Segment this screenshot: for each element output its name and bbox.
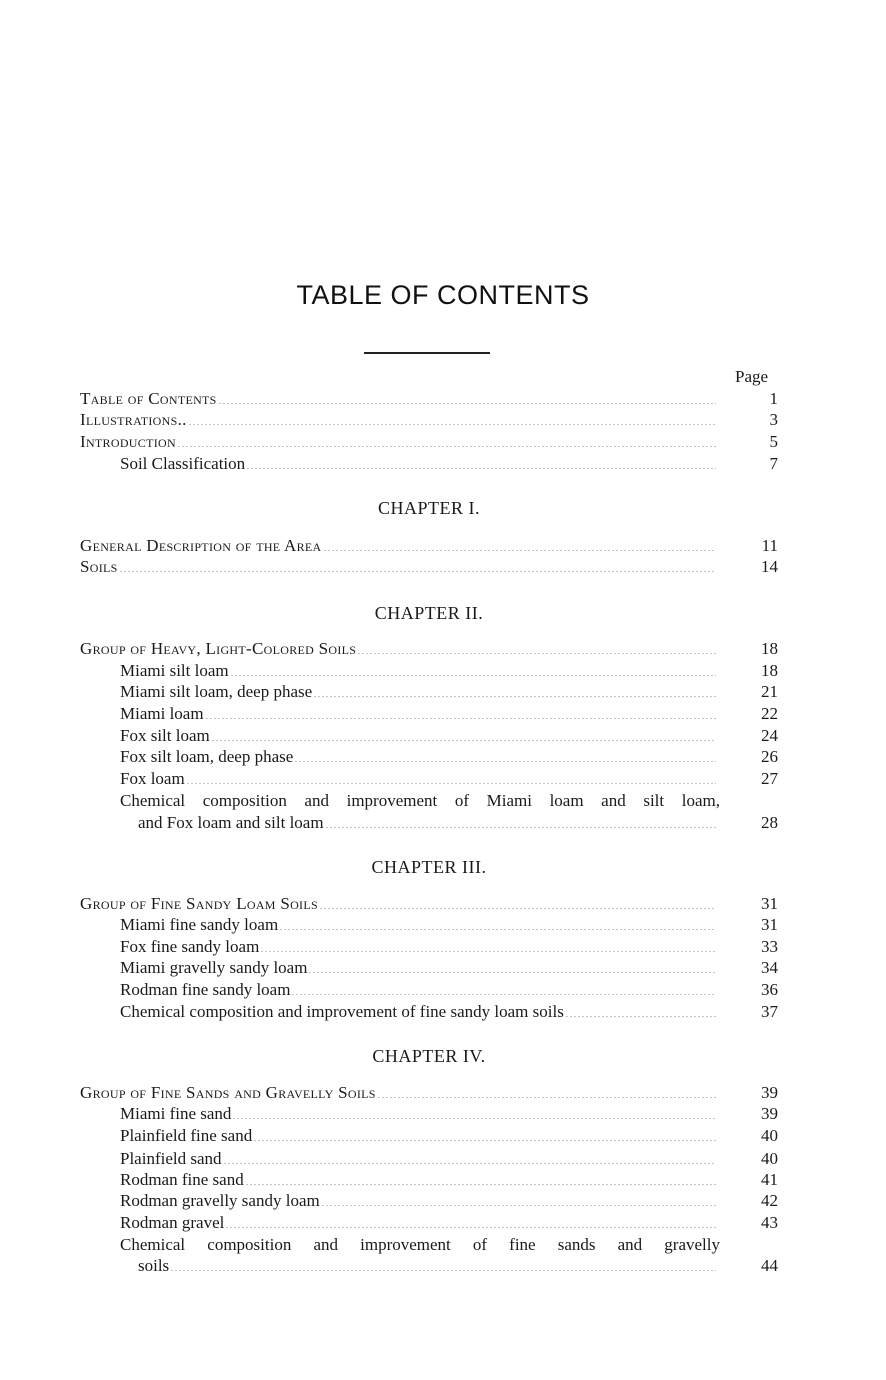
toc-entry-label: Miami fine sand <box>120 1104 232 1123</box>
toc-entry-page: 37 <box>761 1002 778 1021</box>
title-rule <box>364 352 490 354</box>
toc-entry-label: Fox silt loam, deep phase <box>120 747 294 766</box>
toc-entry-label: Miami loam <box>120 704 204 723</box>
toc-entry <box>80 431 778 452</box>
toc-entry-label: Rodman gravel <box>120 1213 225 1232</box>
dot-leader <box>313 696 716 697</box>
toc-entry-label: Group of Fine Sandy Loam Soils <box>80 894 318 913</box>
toc-entry-label: and Fox loam and silt loam <box>138 813 324 832</box>
toc-entry <box>80 409 778 430</box>
chapter-heading: CHAPTER II. <box>374 603 484 623</box>
toc-entry-page: 5 <box>769 432 778 451</box>
toc-entry-label: Miami silt loam, deep phase <box>120 682 313 701</box>
toc-entry <box>120 1125 778 1146</box>
dot-leader <box>291 994 716 995</box>
toc-entry-label: Group of Fine Sands and Gravelly Soils <box>80 1083 376 1102</box>
dot-leader <box>308 972 716 973</box>
toc-entry-page: 39 <box>761 1083 778 1102</box>
toc-entry <box>120 936 778 957</box>
toc-entry <box>120 1169 778 1190</box>
toc-entry <box>120 914 778 935</box>
toc-entry-label: Chemical composition and improvement of fine sandy loam soils <box>120 1002 564 1021</box>
toc-entry-page: 31 <box>761 915 778 934</box>
toc-entry <box>120 660 778 681</box>
toc-entry-label: Plainfield sand <box>120 1149 222 1168</box>
toc-entry-page: 34 <box>761 958 778 977</box>
page-title: TABLE OF CONTENTS <box>296 280 590 310</box>
toc-entry-page: 33 <box>761 937 778 956</box>
toc-entry-label: Introduction <box>80 432 176 451</box>
toc-entry-page: 1 <box>769 389 778 408</box>
toc-entry-page: 11 <box>761 536 778 555</box>
toc-entry <box>120 768 778 789</box>
toc-entry-page: 7 <box>769 454 778 473</box>
toc-entry-label: Chemical composition and improvement of fine sands and gravelly <box>120 1235 720 1254</box>
chapter-heading: CHAPTER III. <box>371 857 487 877</box>
toc-entry-page: 21 <box>761 682 778 701</box>
toc-entry-page: 40 <box>761 1126 778 1145</box>
dot-leader <box>230 675 716 676</box>
toc-entry-page: 27 <box>761 769 778 788</box>
dot-leader <box>319 908 716 909</box>
toc-entry <box>80 893 778 914</box>
toc-entry-label: Chemical composition and improvement of Miami loam and silt loam, <box>120 791 720 810</box>
dot-leader <box>119 571 716 572</box>
toc-entry-page: 28 <box>761 813 778 832</box>
dot-leader <box>245 1184 716 1185</box>
toc-entry <box>120 746 778 767</box>
toc-entry-label: Fox fine sandy loam <box>120 937 260 956</box>
toc-entry-label: Illustrations.. <box>80 410 187 429</box>
toc-entry <box>80 556 778 577</box>
toc-entry <box>120 703 778 724</box>
dot-leader <box>294 761 716 762</box>
dot-leader <box>211 740 716 741</box>
dot-leader <box>279 929 716 930</box>
toc-entry-page: 31 <box>761 894 778 913</box>
dot-leader <box>246 468 716 469</box>
toc-entry-page: 3 <box>769 410 778 429</box>
chapter-heading: CHAPTER IV. <box>372 1046 486 1066</box>
toc-entry <box>120 725 778 746</box>
page-column-header: Page <box>735 367 769 386</box>
toc-entry-page: 43 <box>761 1213 778 1232</box>
dot-leader <box>323 550 716 551</box>
toc-entry <box>80 638 778 659</box>
toc-entry-label: Soil Classification <box>120 454 246 473</box>
toc-entry <box>120 1148 778 1169</box>
dot-leader <box>232 1118 716 1119</box>
toc-entry-label: soils <box>138 1256 170 1275</box>
toc-entry-label: Miami gravelly sandy loam <box>120 958 308 977</box>
toc-entry-label: Rodman fine sandy loam <box>120 980 291 999</box>
toc-entry <box>120 1001 778 1022</box>
toc-entry-page: 44 <box>761 1256 778 1275</box>
toc-entry-label: Soils <box>80 557 118 576</box>
dot-leader <box>170 1270 716 1271</box>
toc-entry <box>80 388 778 409</box>
toc-entry <box>120 1190 778 1211</box>
toc-entry <box>80 535 778 556</box>
dot-leader <box>321 1205 716 1206</box>
toc-entry-label: Fox silt loam <box>120 726 210 745</box>
dot-leader <box>325 827 716 828</box>
dot-leader <box>205 718 716 719</box>
toc-entry-label: Miami silt loam <box>120 661 229 680</box>
dot-leader <box>253 1140 716 1141</box>
toc-entry-label: General Description of the Area <box>80 536 322 555</box>
toc-entry-page: 36 <box>761 980 778 999</box>
dot-leader <box>218 403 716 404</box>
toc-entry <box>80 1082 778 1103</box>
dot-leader <box>177 446 716 447</box>
toc-entry-label: Rodman gravelly sandy loam <box>120 1191 320 1210</box>
toc-entry <box>120 453 778 474</box>
dot-leader <box>565 1016 716 1017</box>
toc-entry-page: 26 <box>761 747 778 766</box>
dot-leader <box>223 1163 716 1164</box>
dot-leader <box>188 424 716 425</box>
toc-entry <box>120 957 778 978</box>
toc-entry <box>120 1212 778 1233</box>
dot-leader <box>377 1097 716 1098</box>
toc-entry-label: Plainfield fine sand <box>120 1126 253 1145</box>
toc-entry <box>138 1255 778 1276</box>
toc-entry-page: 41 <box>761 1170 778 1189</box>
dot-leader <box>186 783 716 784</box>
dot-leader <box>260 951 716 952</box>
toc-entry-label: Table of Contents <box>80 389 217 408</box>
toc-entry <box>138 812 778 833</box>
chapter-heading: CHAPTER I. <box>377 498 480 518</box>
toc-entry-page: 40 <box>761 1149 778 1168</box>
toc-entry-page: 42 <box>761 1191 778 1210</box>
toc-entry-page: 14 <box>761 557 778 576</box>
toc-entry <box>120 681 778 702</box>
toc-entry <box>120 979 778 1000</box>
dot-leader <box>225 1227 716 1228</box>
toc-entry-label: Group of Heavy, Light-Colored Soils <box>80 639 357 658</box>
toc-entry <box>120 1103 778 1124</box>
toc-entry-label: Fox loam <box>120 769 185 788</box>
dot-leader <box>357 653 716 654</box>
toc-entry-page: 18 <box>761 639 778 658</box>
toc-entry-page: 22 <box>761 704 778 723</box>
toc-entry-label: Miami fine sandy loam <box>120 915 279 934</box>
toc-entry-page: 24 <box>761 726 778 745</box>
toc-entry-page: 18 <box>761 661 778 680</box>
toc-entry-label: Rodman fine sand <box>120 1170 244 1189</box>
toc-entry-page: 39 <box>761 1104 778 1123</box>
